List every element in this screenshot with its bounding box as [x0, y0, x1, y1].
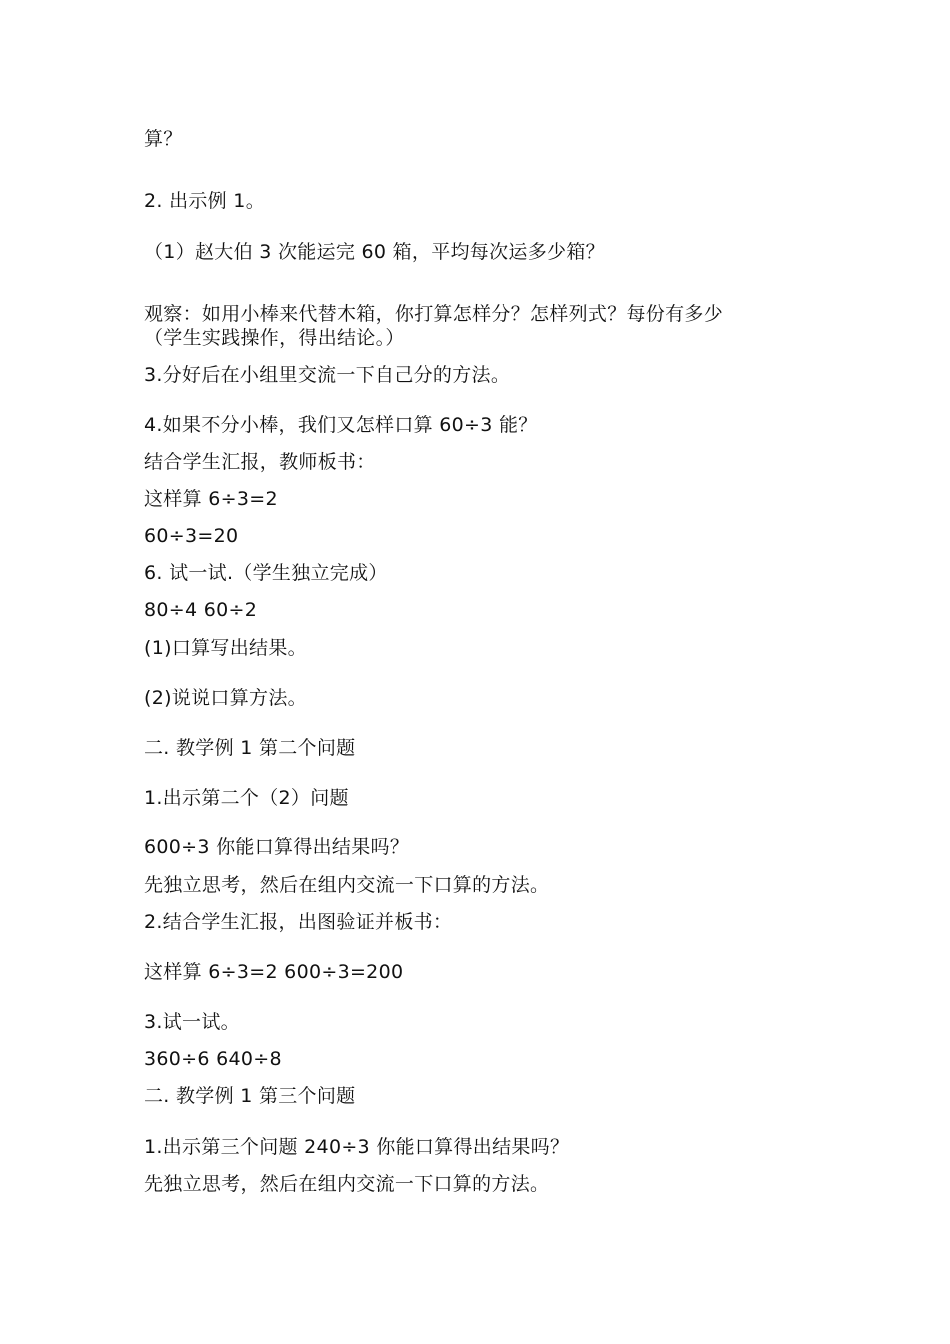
text-line: 先独立思考，然后在组内交流一下口算的方法。 [144, 1173, 550, 1195]
section-heading: 二. 教学例 1 第三个问题 [144, 1085, 356, 1107]
text-line: 1.出示第二个（2）问题 [144, 787, 349, 809]
text-line: 3.分好后在小组里交流一下自己分的方法。 [144, 364, 511, 386]
text-line: 6. 试一试.（学生独立完成） [144, 562, 388, 584]
text-line: 360÷6 640÷8 [144, 1048, 282, 1070]
section-heading: 二. 教学例 1 第二个问题 [144, 737, 356, 759]
text-line: 观察：如用小棒来代替木箱，你打算怎样分？怎样列式？每份有多少 [144, 303, 724, 325]
text-line: 2. 出示例 1。 [144, 190, 265, 212]
text-line: 4.如果不分小棒，我们又怎样口算 60÷3 能？ [144, 414, 538, 436]
text-line: 这样算 6÷3=2 600÷3=200 [144, 961, 404, 983]
text-line: 80÷4 60÷2 [144, 599, 258, 621]
text-line: (2)说说口算方法。 [144, 687, 307, 709]
text-line: 2.结合学生汇报，出图验证并板书： [144, 911, 453, 933]
text-line: (1)口算写出结果。 [144, 637, 307, 659]
text-line: （学生实践操作，得出结论。） [144, 327, 405, 349]
text-line: （1）赵大伯 3 次能运完 60 箱，平均每次运多少箱？ [144, 241, 605, 263]
text-line: 结合学生汇报，教师板书： [144, 451, 376, 473]
text-line: 60÷3=20 [144, 525, 239, 547]
text-line: 算？ [144, 128, 183, 150]
text-line: 这样算 6÷3=2 [144, 488, 278, 510]
text-line: 600÷3 你能口算得出结果吗？ [144, 836, 410, 858]
text-line: 3.试一试。 [144, 1011, 240, 1033]
text-line: 先独立思考，然后在组内交流一下口算的方法。 [144, 874, 550, 896]
text-line: 1.出示第三个问题 240÷3 你能口算得出结果吗？ [144, 1136, 570, 1158]
